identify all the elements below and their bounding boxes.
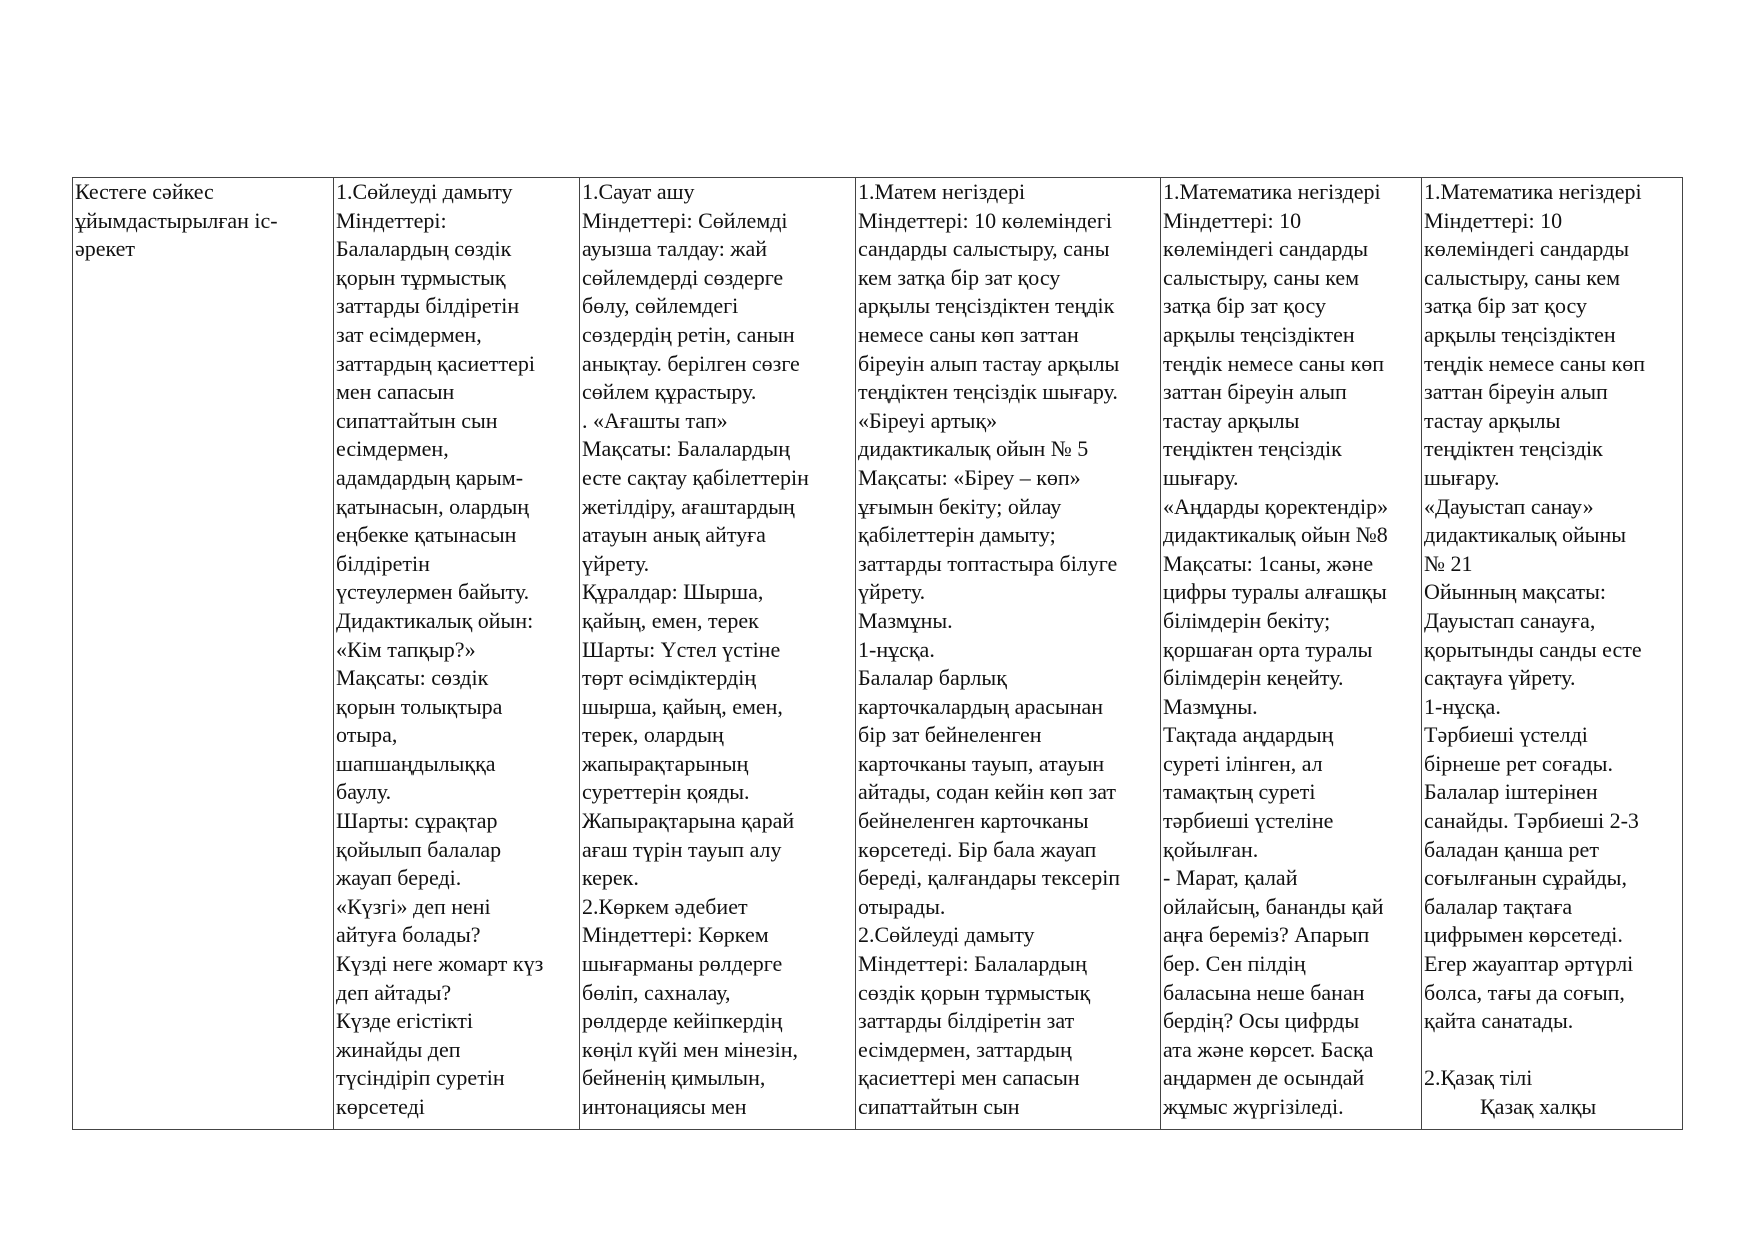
cell-text-line: 1-нұсқа.	[1424, 693, 1501, 719]
cell-text-line: «Аңдарды қоректендір»	[1163, 493, 1389, 519]
cell-text-line: 1.Математика негіздері	[1424, 179, 1642, 204]
cell-text-line: арқылы теңсіздіктен	[1424, 321, 1616, 347]
table-cell-mathematics-basics-b	[1422, 178, 1683, 1130]
cell-text-line: қорытынды санды есте	[1424, 636, 1642, 662]
cell-text-line: баулу.	[336, 779, 392, 805]
cell-text-line: сандарды салыстыру, саны	[858, 236, 1110, 262]
cell-text-line: Шарты: сұрақтар	[336, 808, 498, 834]
cell-text-line: дидактикалық ойын № 5	[858, 436, 1089, 462]
cell-text-line: Мақсаты: сөздік	[336, 665, 489, 691]
cell-text-line: үйрету.	[858, 579, 926, 605]
cell-text-line: сипаттайтын сын	[858, 1094, 1020, 1119]
cell-text-line: интонациясы мен	[582, 1094, 747, 1119]
cell-text-line: шығарманы рөлдерге	[582, 951, 783, 977]
cell-text-line: біреуін алып тастау арқылы	[858, 350, 1120, 376]
cell-text-line: үйрету.	[582, 550, 650, 576]
cell-text-line: қайың, емен, терек	[582, 607, 759, 633]
cell-text-line: дидактикалық ойын №8	[1163, 522, 1388, 548]
cell-text-line: қорын толықтыра	[336, 693, 503, 719]
cell-text-line: жапырақтарының	[582, 750, 749, 776]
cell-text-line: дидактикалық ойыны	[1424, 522, 1627, 548]
table-cell-math-basics	[856, 178, 1161, 1130]
cell-text-line: Міндеттері:	[336, 207, 447, 233]
cell-text-line: 1.Сөйлеуді дамыту	[336, 179, 513, 204]
cell-text-line: балалар тақтаға	[1424, 893, 1573, 919]
cell-text-line: санайды. Тәрбиеші 2-3	[1424, 808, 1639, 834]
cell-text-line: жауап береді.	[336, 865, 462, 891]
cell-text-line: суреттерін қояды.	[582, 779, 750, 805]
cell-text-line: баласына неше банан	[1163, 979, 1365, 1005]
cell-text-line: заттарды білдіретін	[336, 293, 520, 319]
cell-text-line: Мазмұны.	[1163, 693, 1258, 719]
cell-text-line: бердің? Осы цифрды	[1163, 1008, 1360, 1034]
cell-text-line: заттардың қасиеттері	[336, 350, 535, 376]
cell-text-line: Күзді неге жомарт күз	[336, 951, 544, 977]
table-cell-mathematics-basics-a	[1161, 178, 1422, 1130]
cell-text-line: 2.Сөйлеуді дамыту	[858, 922, 1035, 948]
cell-text-line: теңдік немесе саны көп	[1163, 350, 1385, 376]
cell-text-line: түсіндіріп суретін	[336, 1065, 505, 1091]
cell-text-line: отырады.	[858, 893, 946, 919]
cell-text-line: бірнеше рет соғады.	[1424, 750, 1613, 776]
cell-text-line: айтуға болады?	[336, 922, 481, 948]
cell-text-line: Күзде егістікті	[336, 1008, 473, 1034]
cell-text-line: Мақсаты: «Біреу – көп»	[858, 464, 1081, 490]
cell-text-line: Міндеттері: Балалардың	[858, 951, 1087, 977]
cell-text-line: білдіретін	[336, 550, 430, 576]
cell-text-line: көрсетеді	[336, 1094, 425, 1119]
cell-text-line: Міндеттері: Сөйлемді	[582, 207, 788, 233]
cell-text-line: үстеулермен байыту.	[336, 579, 530, 605]
cell-text-line: Дидактикалық ойын:	[336, 607, 534, 633]
cell-text-line: Егер жауаптар әртүрлі	[1424, 951, 1634, 977]
cell-text-line: зат есімдермен,	[336, 321, 482, 347]
cell-text-line: сөйлемдерді сөздерге	[582, 264, 784, 290]
cell-text-line: «Кім тапқыр?»	[336, 636, 476, 662]
cell-text-line: заттан біреуін алып	[1424, 379, 1608, 405]
cell-text-line: ауызша талдау: жай	[582, 236, 768, 262]
cell-text-line: Міндеттері: Көркем	[582, 922, 769, 948]
cell-text-line: заттарды топтастыра білуге	[858, 550, 1118, 576]
cell-text-line: теңдіктен теңсіздік	[1163, 436, 1342, 462]
cell-text-line: есте сақтау қабілеттерін	[582, 464, 809, 490]
cell-text-line: - Марат, қалай	[1163, 865, 1298, 891]
cell-text-line: керек.	[582, 865, 639, 891]
cell-text-line: суреті ілінген, ал	[1163, 750, 1323, 776]
cell-text-line: теңдіктен теңсіздік шығару.	[858, 379, 1118, 405]
cell-text-line: төрт өсімдіктердің	[582, 665, 757, 691]
cell-text-line: Балалар іштерінен	[1424, 779, 1598, 805]
cell-text-line: жетілдіру, ағаштардың	[582, 493, 795, 519]
cell-text-line: бөлу, сөйлемдегі	[582, 293, 739, 319]
table-cell-activity-type	[73, 178, 334, 1130]
cell-text-line: Балалардың сөздік	[336, 236, 512, 262]
cell-text-line: Тәрбиеші үстелді	[1424, 722, 1588, 748]
cell-text-line: цифры туралы алғашқы	[1163, 579, 1387, 605]
cell-text-line: жұмыс жүргізіледі.	[1163, 1094, 1344, 1119]
cell-text-line: аңға береміз? Апарып	[1163, 922, 1370, 948]
cell-text-line: Мақсаты: 1саны, және	[1163, 550, 1374, 576]
cell-text-line: Қазақ халқы	[1480, 1094, 1597, 1119]
table-row	[73, 178, 1683, 1130]
cell-text-line: отыра,	[336, 722, 398, 748]
cell-text-line: тастау арқылы	[1424, 407, 1561, 433]
cell-text-line: бір зат бейнеленген	[858, 722, 1042, 748]
cell-text-line: 2.Қазақ тілі	[1424, 1065, 1533, 1091]
cell-text-line: қойылған.	[1163, 836, 1259, 862]
cell-text-line: жинайды деп	[336, 1036, 461, 1062]
cell-text-line: Міндеттері: 10	[1424, 207, 1563, 233]
cell-text-line: сипаттайтын сын	[336, 407, 498, 433]
cell-text-line: ұйымдастырылған іс-	[75, 207, 278, 233]
cell-text-line: шырша, қайың, емен,	[582, 693, 783, 719]
cell-text-line: . «Ағашты тап»	[582, 407, 728, 433]
cell-text-line: карточкалардың арасынан	[858, 693, 1104, 719]
cell-text-line: есімдермен, заттардың	[858, 1036, 1072, 1062]
cell-text-line: мен сапасын	[336, 379, 455, 405]
cell-text-line: Мазмұны.	[858, 607, 953, 633]
cell-text-line: баладан қанша рет	[1424, 836, 1599, 862]
cell-text-line: қорын тұрмыстық	[336, 264, 506, 290]
cell-text-line: бөліп, сахналау,	[582, 979, 731, 1005]
cell-text-line: сақтауға үйрету.	[1424, 665, 1576, 691]
cell-text-line: 1.Матем негіздері	[858, 179, 1026, 204]
cell-text-line: «Дауыстап санау»	[1424, 493, 1594, 519]
cell-text-line: 2.Көркем әдебиет	[582, 893, 748, 919]
cell-text-line: сөйлем құрастыру.	[582, 379, 757, 405]
cell-text-line: көрсетеді. Бір бала жауап	[858, 836, 1097, 862]
cell-text-line: көлеміндегі сандарды	[1163, 236, 1369, 262]
cell-text-line: әрекет	[75, 236, 136, 262]
cell-text-line: Жапырақтарына қарай	[582, 808, 795, 834]
cell-text-line: есімдермен,	[336, 436, 449, 462]
cell-text-line: затқа бір зат қосу	[1424, 293, 1587, 319]
cell-text-line: салыстыру, саны кем	[1163, 264, 1360, 290]
cell-text-line: қойылып балалар	[336, 836, 502, 862]
cell-text-line: немесе саны көп заттан	[858, 321, 1079, 347]
cell-text-line: «Күзгі» деп нені	[336, 893, 491, 919]
cell-text-line: карточканы тауып, атауын	[858, 750, 1105, 776]
cell-text-line: адамдардың қарым-	[336, 464, 524, 490]
cell-text-line: цифрымен көрсетеді.	[1424, 922, 1623, 948]
cell-text-line: еңбекке қатынасын	[336, 522, 517, 548]
cell-text-line: тамақтың суреті	[1163, 779, 1316, 805]
cell-text-line: заттарды білдіретін зат	[858, 1008, 1075, 1034]
cell-text-line: бер. Сен пілдің	[1163, 951, 1306, 977]
cell-text-line: тастау арқылы	[1163, 407, 1300, 433]
cell-text-line: ойлайсың, бананды қай	[1163, 893, 1384, 919]
cell-text-line: Кестеге сәйкес	[75, 179, 214, 204]
cell-text-line: сөздік қорын тұрмыстық	[858, 979, 1091, 1005]
cell-text-line: деп айтады?	[336, 979, 452, 1005]
cell-text-line: аңдармен де осындай	[1163, 1065, 1365, 1091]
cell-text-line: соғылғанын сұрайды,	[1424, 865, 1627, 891]
cell-text-line: арқылы теңсіздіктен	[1163, 321, 1355, 347]
cell-text-line: заттан біреуін алып	[1163, 379, 1347, 405]
cell-text-line: шығару.	[1163, 464, 1239, 490]
table-cell-literacy	[580, 178, 856, 1130]
cell-text-line: Шарты: Үстел үстіне	[582, 636, 781, 662]
cell-text-line: білімдерін бекіту;	[1163, 607, 1331, 633]
cell-text-line: «Біреуі артық»	[858, 407, 998, 433]
cell-text-line	[1424, 1036, 1680, 1065]
cell-text-line: кем затқа бір зат қосу	[858, 264, 1061, 290]
cell-text-line: тәрбиеші үстеліне	[1163, 808, 1334, 834]
cell-text-line: бейнеленген карточканы	[858, 808, 1089, 834]
cell-text-line: бейненің қимылын,	[582, 1065, 766, 1091]
cell-text-line: Балалар барлық	[858, 665, 1007, 691]
cell-text-line: рөлдерде кейіпкердің	[582, 1008, 783, 1034]
cell-text-line: салыстыру, саны кем	[1424, 264, 1621, 290]
cell-text-line: қатынасын, олардың	[336, 493, 530, 519]
cell-text-line: ата және көрсет. Басқа	[1163, 1036, 1374, 1062]
cell-text-line: Міндеттері: 10	[1163, 207, 1302, 233]
cell-text-line: шапшаңдылыққа	[336, 750, 496, 776]
cell-text-line: қоршаған орта туралы	[1163, 636, 1373, 662]
cell-text-line: айтады, содан кейін көп зат	[858, 779, 1117, 805]
cell-text-line: ұғымын бекіту; ойлау	[858, 493, 1062, 519]
cell-text-line: Құралдар: Шырша,	[582, 579, 764, 605]
cell-text-line: Тақтада аңдардың	[1163, 722, 1334, 748]
cell-text-line: затқа бір зат қосу	[1163, 293, 1326, 319]
cell-text-line: 1.Математика негіздері	[1163, 179, 1381, 204]
cell-text-line: қабілеттерін дамыту;	[858, 522, 1056, 548]
cell-text-line: көлеміндегі сандарды	[1424, 236, 1630, 262]
cell-text-line: атауын анық айтуға	[582, 522, 766, 548]
cell-text-line: 1-нұсқа.	[858, 636, 935, 662]
cell-text-line: білімдерін кеңейту.	[1163, 665, 1344, 691]
cell-text-line: ағаш түрін тауып алу	[582, 836, 782, 862]
cell-text-line: Міндеттері: 10 көлеміндегі	[858, 207, 1112, 233]
cell-text-line: теңдіктен теңсіздік	[1424, 436, 1603, 462]
cell-text-line: Дауыстап санауға,	[1424, 607, 1596, 633]
cell-text-line: терек, олардың	[582, 722, 724, 748]
cell-text-line: Мақсаты: Балалардың	[582, 436, 790, 462]
table-cell-speech-development	[334, 178, 580, 1130]
cell-text-line: береді, қалғандары тексеріп	[858, 865, 1121, 891]
cell-text-line: шығару.	[1424, 464, 1500, 490]
cell-text-line: арқылы теңсіздіктен теңдік	[858, 293, 1115, 319]
cell-text-line: болса, тағы да соғып,	[1424, 979, 1625, 1005]
cell-text-line: қасиеттері мен сапасын	[858, 1065, 1080, 1091]
cell-text-line: қайта санатады.	[1424, 1008, 1574, 1034]
cell-text-line: Ойынның мақсаты:	[1424, 579, 1607, 605]
lesson-plan-table	[72, 177, 1683, 1130]
cell-text-line: анықтау. берілген сөзге	[582, 350, 800, 376]
cell-text-line: сөздердің ретін, санын	[582, 321, 795, 347]
cell-text-line: теңдік немесе саны көп	[1424, 350, 1646, 376]
cell-text-line: 1.Сауат ашу	[582, 179, 695, 204]
cell-text-line: көңіл күйі мен мінезін,	[582, 1036, 799, 1062]
cell-text-line: № 21	[1424, 550, 1473, 576]
